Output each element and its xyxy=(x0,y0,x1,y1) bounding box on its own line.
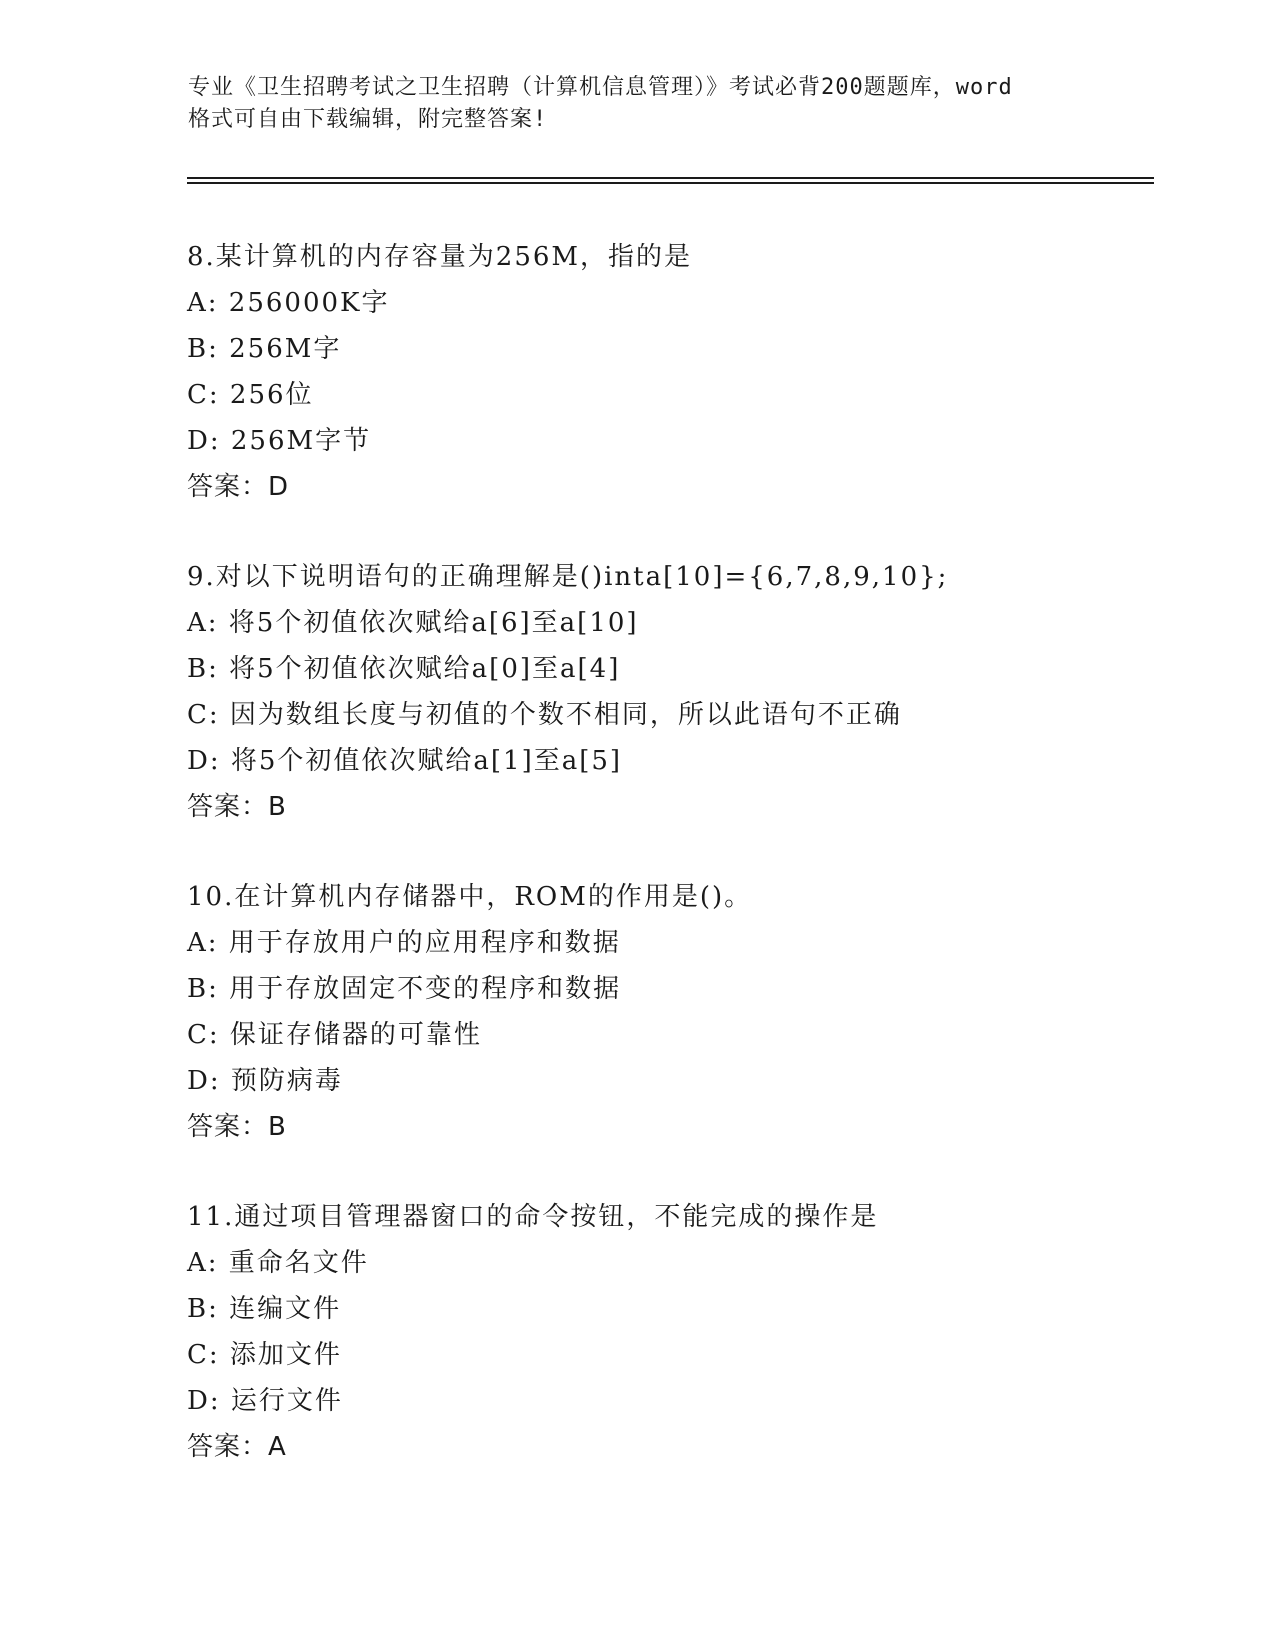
option-b: B: 将5个初值依次赋给a[0]至a[4] xyxy=(187,654,621,684)
option-d: D: 运行文件 xyxy=(187,1386,343,1416)
option-b: B: 用于存放固定不变的程序和数据 xyxy=(187,974,622,1004)
option-c: C: 保证存储器的可靠性 xyxy=(187,1020,482,1050)
option-a: A: 将5个初值依次赋给a[6]至a[10] xyxy=(187,608,639,638)
option-a: A: 256000K字 xyxy=(187,288,390,318)
option-c: C: 添加文件 xyxy=(187,1340,342,1370)
option-d: D: 256M字节 xyxy=(187,426,372,456)
question-block xyxy=(187,1194,1187,1470)
question-block xyxy=(187,234,1187,510)
question-block xyxy=(187,554,1187,830)
document-header xyxy=(188,72,1088,136)
option-a: A: 用于存放用户的应用程序和数据 xyxy=(187,928,621,958)
header-rule-bottom xyxy=(187,182,1154,184)
question-block xyxy=(187,874,1187,1150)
answer-line: 答案：B xyxy=(187,792,287,822)
answer-line: 答案：D xyxy=(187,472,290,502)
header-line-2: 格式可自由下载编辑，附完整答案! xyxy=(188,107,548,132)
option-b: B: 256M字 xyxy=(187,334,342,364)
option-c: C: 因为数组长度与初值的个数不相同，所以此语句不正确 xyxy=(187,700,902,730)
answer-line: 答案：B xyxy=(187,1112,287,1142)
question-stem: 10.在计算机内存储器中，ROM的作用是()。 xyxy=(187,882,753,912)
option-b: B: 连编文件 xyxy=(187,1294,342,1324)
option-d: D: 将5个初值依次赋给a[1]至a[5] xyxy=(187,746,623,776)
question-stem: 11.通过项目管理器窗口的命令按钮，不能完成的操作是 xyxy=(187,1202,879,1232)
question-stem: 8.某计算机的内存容量为256M，指的是 xyxy=(187,242,693,272)
header-rule-top xyxy=(187,177,1154,179)
header-line-1: 专业《卫生招聘考试之卫生招聘（计算机信息管理）》考试必背200题题库，word xyxy=(188,75,1013,100)
answer-line: 答案：A xyxy=(187,1432,287,1462)
option-a: A: 重命名文件 xyxy=(187,1248,369,1278)
option-c: C: 256位 xyxy=(187,380,314,410)
option-d: D: 预防病毒 xyxy=(187,1066,343,1096)
question-stem: 9.对以下说明语句的正确理解是()inta[10]={6,7,8,9,10}; xyxy=(187,562,949,592)
